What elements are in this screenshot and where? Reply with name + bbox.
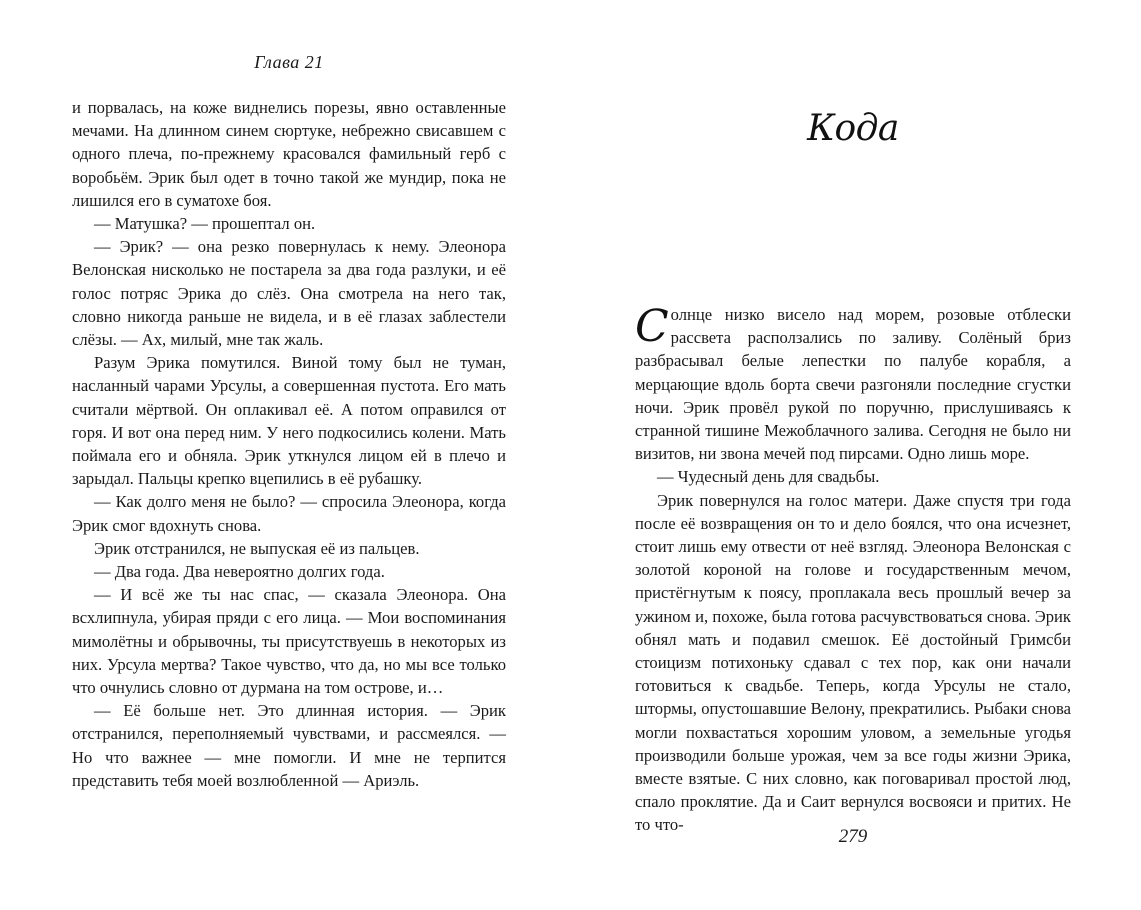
chapter-title: Кода [807,108,899,149]
paragraph: — Эрик? — она резко повернулась к нему. Элеонора Велонская нисколько не постарела за два года разлуки, и её голос потряс Эрика до слёз. Она смотрела на него так, словно никогда раньше не видела, и в её глазах заблестели слёзы. — Ах, милый, мне так жаль. [72,237,506,350]
paragraph: — Как долго меня не было? — спросила Элеонора, когда Эрик смог вдохнуть снова. [72,492,506,535]
paragraph: Разум Эрика помутился. Виной тому был не туман, насланный чарами Урсулы, а совершенная пустота. Его мать считали мёртвой. Он оплакивал её. А потом оправился от горя. И вот она перед ним. У него подкосились колени. Мать поймала его и обняла. Эрик уткнулся лицом ей в плечо и зарыдал. Пальцы крепко вцепились в её рубашку. [72,353,506,489]
left-page [0,0,570,910]
paragraph: — Два года. Два невероятно долгих года. [94,562,385,582]
right-page [570,0,1141,910]
paragraph: и порвалась, на коже виднелись порезы, явно оставленные мечами. На длинном синем сюртуке, небрежно свисавшем с одного плеча, по-прежнему красовался фамильный герб с воробьём. Эрик был одет в точно такой же мундир, пока не лишился его в суматохе боя. [72,98,506,210]
page-number: 279 [838,826,868,847]
paragraph: — И всё же ты нас спас, — сказала Элеонора. Она всхлипнула, убирая пряди с его лица. — Мои воспоминания мимолётны и обрывочны, ты присутствуешь в некоторых из них. Урсула мертва? Такое чувство, что да, но мы все только что очнулись словно от дурмана на том острове, и… [72,585,506,698]
right-page-text [635,303,1071,837]
running-head: Глава 21 [254,52,324,72]
paragraph: — Матушка? — прошептал он. [94,214,316,234]
paragraph: — Её больше нет. Это длинная история. — Эрик отстранился, переполняемый чувствами, и рассмеялся. — Но что важнее — мне помогли. И мне не терпится представить тебя моей возлюбленной — Ариэль. [72,701,506,790]
paragraph: — Чудесный день для свадьбы. [657,467,880,487]
drop-cap: С [635,301,669,352]
left-page-text [72,96,506,792]
paragraph: Эрик отстранился, не выпуская её из пальцев. [94,538,420,558]
paragraph: Эрик повернулся на голос матери. Даже спустя три года после её возвращения он то и дело боялся, что она исчезнет, стоит лишь ему отвести от неё взгляд. Элеонора Велонская с золотой короной на голове и государственным мечом, пристёгнутым к поясу, проплакала весь прошлый вечер за ужином и, похоже, была готова расчувствоваться снова. Эрик обнял мать и подавил смешок. Её достойный Гримсби стоицизм потихоньку сдавал с тех пор, как они начали готовиться к свадьбе. Теперь, когда Урсулы не стало, штормы, опустошавшие Велону, прекратились. Рыбаки снова могли похвастаться хорошим уловом, а земельные угодья производили больше урожая, чем за все годы жизни Эрика, вместе взятые. С них словно, как поговаривал простой люд, спало проклятие. Да и Саит вернулся восвояси и притих. Не то что- [635,490,1071,835]
opening-paragraph [635,303,1071,465]
opening-paragraph-text: олнце низко висело над морем, розовые отблески рассвета расползались по заливу. Солёный бриз разбрасывал белые лепестки по палубе корабля, а мерцающие вдоль борта свечи разгоняли последние сгустки ночи. Эрик провёл рукой по поручню, прислушиваясь к странной тишине Межоблачного залива. Сегодня не было ни визитов, ни звона мечей под пирсами. Одно лишь море. [635,305,1071,464]
